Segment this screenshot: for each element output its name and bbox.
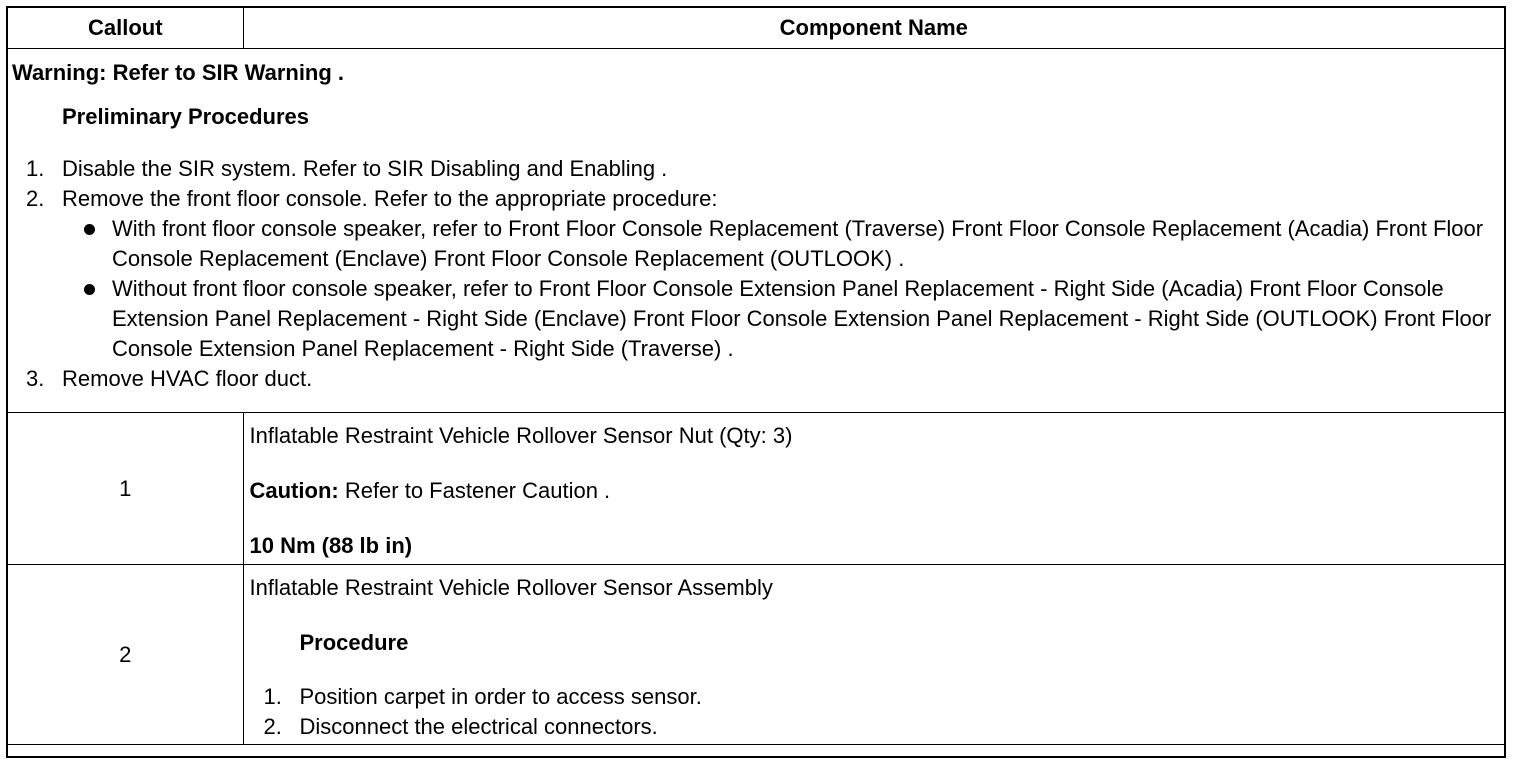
table-row <box>8 413 1504 565</box>
list-item <box>62 274 1500 364</box>
callout-cell: 1 <box>8 413 243 565</box>
caution-text: Refer to Fastener Caution . <box>338 478 611 503</box>
step-text: Remove the front floor console. Refer to the appropriate procedure: <box>62 186 718 211</box>
intro-row <box>8 49 1504 413</box>
step-number: 1. <box>263 684 282 709</box>
step-text: Disable the SIR system. Refer to SIR Disabling and Enabling . <box>62 156 668 181</box>
bullet-icon <box>84 284 95 295</box>
preliminary-steps-list <box>12 154 1500 394</box>
preliminary-procedures-heading: Preliminary Procedures <box>62 104 310 129</box>
console-options-list <box>62 214 1500 364</box>
procedure-table <box>8 8 1504 745</box>
component-name: Inflatable Restraint Vehicle Rollover Sensor Assembly <box>249 575 773 600</box>
step-number: 1. <box>26 156 45 181</box>
bullet-icon <box>84 224 95 235</box>
step-text: Remove HVAC floor duct. <box>62 366 313 391</box>
torque-spec: 10 Nm (88 lb in) <box>249 533 413 558</box>
callout-cell: 2 <box>8 565 243 745</box>
bullet-text: Without front floor console speaker, refer to Front Floor Console Extension Panel Replacement - Right Side (Acadia) Front Floor Console Extension Panel Replacement - Right Side (Enclave) Front Floor Console Extension Panel Replacement - Right Side (OUTLOOK) Front Floor Console Extension Panel Replacement - Right Side (Traverse) . <box>112 276 1492 361</box>
step-number: 2. <box>263 714 282 739</box>
component-name-column-header: Component Name <box>243 8 1504 49</box>
bullet-text: With front floor console speaker, refer to Front Floor Console Replacement (Traverse) Front Floor Console Replacement (Acadia) Front Floor Console Replacement (Enclave) Front Floor Console Replacement (OUTLOOK) . <box>112 216 1484 271</box>
list-item <box>62 214 1500 274</box>
step-number: 2. <box>26 186 45 211</box>
list-item <box>12 364 1500 394</box>
callout-column-header: Callout <box>8 8 243 49</box>
component-cell <box>243 565 1504 745</box>
component-name: Inflatable Restraint Vehicle Rollover Sensor Nut (Qty: 3) <box>249 423 793 448</box>
list-item <box>12 154 1500 184</box>
table-header-row <box>8 8 1504 49</box>
list-item <box>250 682 1499 712</box>
procedure-heading: Procedure <box>299 630 409 655</box>
procedure-steps-list <box>250 682 1499 742</box>
intro-cell <box>8 49 1504 413</box>
procedure-table-container <box>6 6 1506 758</box>
table-row <box>8 565 1504 745</box>
step-text: Disconnect the electrical connectors. <box>299 714 658 739</box>
list-item <box>250 712 1499 742</box>
step-text: Position carpet in order to access sensor. <box>299 684 702 709</box>
component-cell <box>243 413 1504 565</box>
list-item <box>12 184 1500 364</box>
step-number: 3. <box>26 366 45 391</box>
sir-warning: Warning: Refer to SIR Warning . <box>12 60 345 85</box>
caution-label: Caution: <box>249 478 339 503</box>
caution-note <box>250 476 1499 506</box>
